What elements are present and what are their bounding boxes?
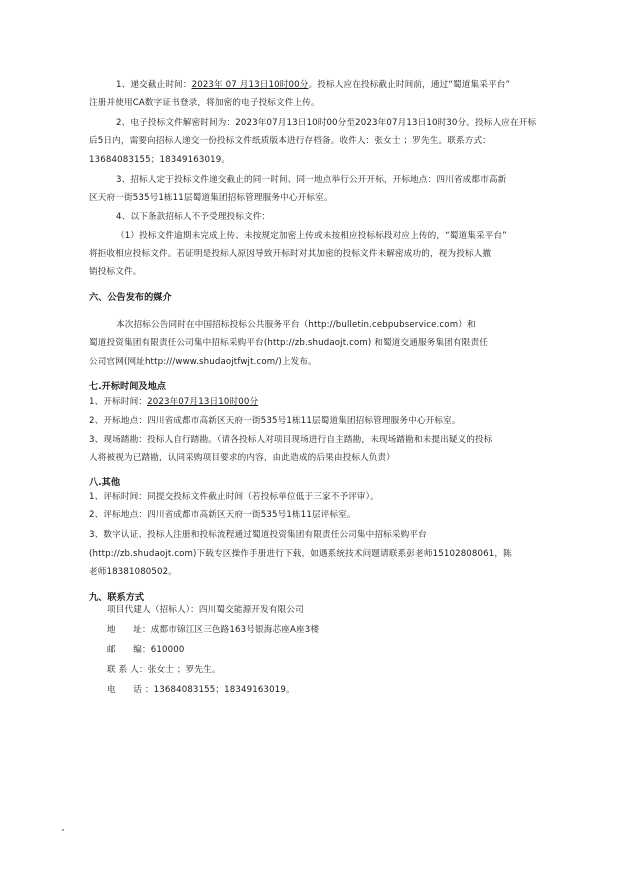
s5-item2-line3: 13684083155；18349163019。: [89, 155, 231, 165]
s5-item3-line1: 3、招标人定于投标文件递交截止的同一时间、同一地点举行公开开标，开标地点：四川省成都市高新: [116, 175, 507, 185]
s5-item1-line1: 1、递交截止时间：2023年 07 月13日10时00分。投标人应在投标截止时间前，通过“蜀道集采平台”: [116, 80, 511, 90]
scan-speck: [62, 829, 64, 831]
section8-title: 八.其他: [89, 477, 121, 488]
s8-item3-line3: 老师18381080502。: [89, 567, 178, 577]
bid-deadline-date: 2023年 07 月13日10时00分: [191, 80, 309, 90]
s5-item4: 4、以下条款招标人不予受理投标文件：: [116, 212, 271, 222]
s6-line2: 蜀道投资集团有限责任公司集中招标采购平台(http://zb.shudaojt.com) 和蜀道交通服务集团有限责任: [89, 338, 488, 348]
s5-item4-sub-line3: 销投标文件。: [89, 267, 142, 277]
s5-item2-line2: 后5日内，需要向招标人递交一份投标文件纸质版本进行存档备。收件人：张女士 ；罗先生。联系方式：: [89, 136, 491, 146]
s9-address: 地 址：成都市锦江区三色路163号银海芯座A座3楼: [107, 625, 320, 635]
s7-item3-line2: 人将被视为已踏勘，认同采购项目要求的内容，由此造成的后果由投标人负责）: [89, 453, 396, 463]
s7-item3-line1: 3、现场踏勘：投标人自行踏勘。（请各投标人对项目现场进行自主踏勘，未现场踏勘和未提出疑义的投标: [89, 435, 493, 445]
s6-line1: 本次招标公告同时在中国招标投标公共服务平台（http://bulletin.cebpubservice.com）和: [116, 320, 476, 330]
section9-title: 九、联系方式: [89, 592, 145, 603]
opening-time-date: 2023年07月13日10时00分: [147, 397, 259, 407]
s8-item1: 1、评标时间：同提交投标文件截止时间（若投标单位低于三家不予评审）。: [89, 492, 379, 502]
s5-item4-sub-line1: （1）投标文件逾期未完成上传、未按规定加密上传或未按相应投标标段对应上传的，“蜀道集采平台”: [116, 231, 507, 241]
s8-item3-line2: (http://zb.shudaojt.com)下载专区操作手册进行下载，如遇系统技术问题请联系彭老师15102808061，陈: [89, 549, 512, 559]
s8-item2: 2、评标地点：四川省成都市高新区天府一街535号1栋11层评标室。: [89, 510, 356, 520]
s8-item3-line1: 3、数字认证、投标人注册和投标流程通过蜀道投资集团有限责任公司集中招标采购平台: [89, 530, 427, 540]
section6-title: 六、公告发布的媒介: [89, 292, 172, 303]
s5-item4-sub-line2: 将拒收相应投标文件。若证明是投标人原因导致开标时对其加密的投标文件未解密成功的，视为投标人撤: [89, 249, 492, 259]
s7-item1: 1、开标时间：2023年07月13日10时00分: [89, 397, 259, 407]
s9-zip: 邮 编：610000: [107, 645, 185, 655]
s5-item1-line2: 注册并使用CA数字证书登录，将加密的电子投标文件上传。: [89, 98, 320, 108]
s5-item3-line2: 区天府一街535号1栋11层蜀道集团招标管理服务中心开标室。: [89, 193, 333, 203]
s9-tel: 电 话 ：13684083155；18349163019。: [107, 685, 295, 695]
section7-title: 七.开标时间及地点: [89, 381, 166, 392]
s9-owner: 项目代建人（招标人）：四川蜀交能源开发有限公司: [107, 605, 304, 615]
s9-contact: 联 系 人：张女士 ；罗先生。: [107, 665, 221, 675]
s6-line3: 公司官网(网址http:///www.shudaojtfwjt.com/)上发布。: [89, 357, 317, 367]
s7-item2: 2、开标地点：四川省成都市高新区天府一街535号1栋11层蜀道集团招标管理服务中心开标室。: [89, 416, 461, 426]
s5-item2-line1: 2、电子投标文件解密时间为：2023年07月13日10时00分至2023年07月13日10时30分。投标人应在开标: [116, 118, 537, 128]
